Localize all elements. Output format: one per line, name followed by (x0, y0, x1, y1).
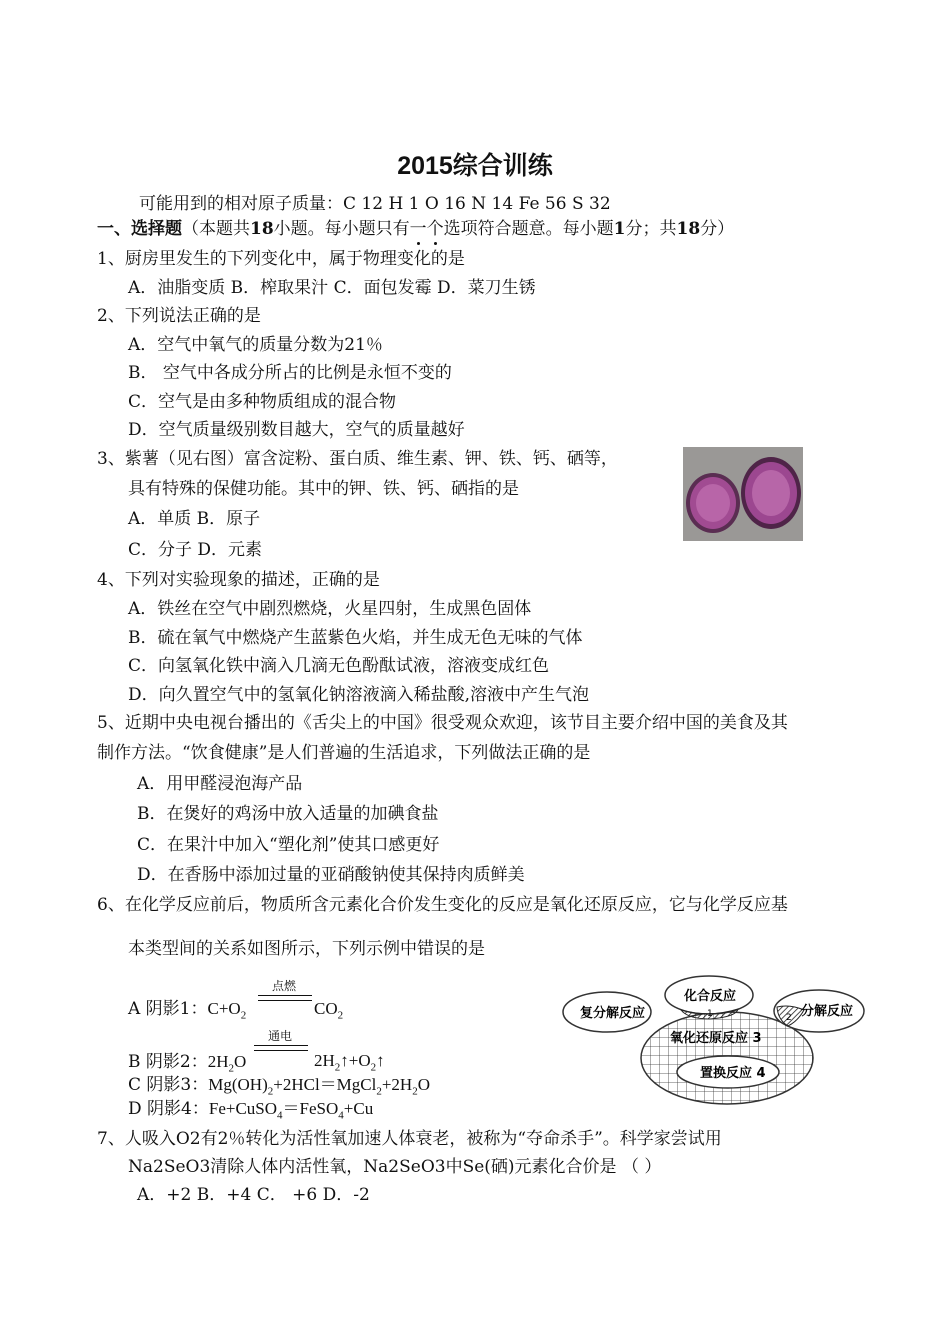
venn-label-displacement: 置换反应 4 (700, 1066, 766, 1081)
q6-d-equation: Fe+CuSO$_4$＝FeSO$_4$+Cu (208, 1099, 374, 1122)
q5-option-c: C．在果汁中加入“塑化剂”使其口感更好 (137, 835, 440, 855)
q4-option-c: C．向氢氧化铁中滴入几滴无色酚酞试液，溶液变成红色 (128, 656, 550, 676)
venn-svg (560, 974, 870, 1106)
q3-options-ab: A．单质 B．原子 (128, 509, 261, 529)
section-note-mid: 分；共 (625, 219, 677, 239)
q4-option-a: A．铁丝在空气中剧烈燃烧，火星四射，生成黑色固体 (128, 599, 532, 619)
q2-option-c: C．空气是由多种物质组成的混合物 (128, 392, 397, 412)
q7-options: A．+2 B．+4 C． +6 D．-2 (137, 1185, 370, 1205)
page-title: 2015综合训练 (397, 152, 553, 180)
q6-option-d (128, 1098, 373, 1120)
section-note-num: 18 (250, 219, 274, 239)
q6-a-equation-right: $CO_2$ (314, 999, 344, 1022)
q6-stem-line2: 本类型间的关系如图所示，下列示例中错误的是 (128, 939, 485, 959)
q7-stem-line2: Na2SeO3清除人体内活性氧，Na2SeO3中Se(硒)元素化合价是 （ ） (128, 1157, 662, 1177)
section-note-emph: 个 (426, 219, 444, 239)
atomic-masses-line: 可能用到的相对原子质量：C 12 H 1 O 16 N 14 Fe 56 S 32 (139, 194, 611, 214)
q5-option-b: B．在煲好的鸡汤中放入适量的加碘食盐 (137, 804, 439, 824)
q3-stem-line2: 具有特殊的保健功能。其中的钾、铁、钙、硒指的是 (128, 479, 519, 499)
q4-stem: 4、下列对实验现象的描述，正确的是 (97, 570, 380, 590)
section-note-num: 18 (676, 219, 701, 239)
section-heading (97, 218, 734, 240)
section-note-end: 分） (700, 219, 735, 239)
q3-options-cd: C．分子 D．元素 (128, 540, 263, 560)
q6-option-a (128, 998, 246, 1020)
q6-b-equation-left: $2H_2O$ (207, 1052, 247, 1075)
section-note-mid: 小题。每小题只有 (273, 219, 410, 239)
q6-b-equation-right: $2H_2↑+O_2↑$ (314, 1051, 385, 1074)
section-note-pre: （本题共 (182, 219, 250, 239)
q2-option-b: B． 空气中各成分所占的比例是永恒不变的 (128, 363, 452, 383)
venn-label-double-decomposition: 复分解反应 (580, 1006, 646, 1021)
venn-label-redox: 氧化还原反应 3 (670, 1031, 762, 1046)
equals-sign (254, 1045, 308, 1051)
q6-option-b (128, 1051, 246, 1073)
q2-option-a: A．空气中氧气的质量分数为21％ (128, 335, 383, 355)
section-note-emph: 一 (409, 219, 427, 239)
section-note-mid: 选项符合题意。每小题 (443, 219, 614, 239)
q2-stem: 2、下列说法正确的是 (97, 306, 261, 326)
q6-d-label: D 阴影4： (128, 1099, 209, 1119)
q5-option-d: D．在香肠中添加过量的亚硝酸钠使其保持肉质鲜美 (137, 865, 525, 885)
q2-option-d: D．空气质量级别数目越大，空气的质量越好 (128, 420, 465, 440)
venn-label-decomposition: 分解反应 (801, 1004, 854, 1019)
q4-option-d: D．向久置空气中的氢氧化钠溶液滴入稀盐酸,溶液中产生气泡 (128, 685, 590, 705)
q4-option-b: B．硫在氧气中燃烧产生蓝紫色火焰，并生成无色无味的气体 (128, 628, 583, 648)
q6-a-equation-left: $C+O_2$ (207, 999, 247, 1022)
q6-stem-line1: 6、在化学反应前后，物质所含元素化合价发生变化的反应是氧化还原反应，它与化学反应基 (97, 895, 788, 915)
q6-b-label: B 阴影2： (128, 1052, 208, 1072)
q5-stem-line1: 5、近期中央电视台播出的《舌尖上的中国》很受观众欢迎，该节目主要介绍中国的美食及其 (97, 713, 788, 733)
purple-sweet-potato-image (683, 447, 803, 541)
venn-number-1: 1 (707, 1009, 713, 1019)
section-label: 一、选择题 (97, 219, 182, 239)
q6-a-condition: 点燃 (272, 979, 297, 993)
q6-a-label: A 阴影1： (128, 999, 208, 1019)
section-note-num: 1 (613, 219, 626, 239)
q6-c-equation: $Mg(OH)_2+2HCl=MgCl_2+2H_2O$ (208, 1075, 430, 1098)
venn-number-2: 2 (786, 1013, 792, 1023)
q6-b-condition: 通电 (268, 1029, 293, 1043)
q6-c-label: C 阴影3： (128, 1075, 209, 1095)
q3-stem-line1: 3、紫薯（见右图）富含淀粉、蛋白质、维生素、钾、铁、钙、硒等， (97, 449, 618, 469)
venn-label-combination: 化合反应 (684, 989, 737, 1004)
reaction-type-venn-diagram (560, 974, 870, 1106)
q6-option-c (128, 1074, 430, 1096)
q1-stem: 1、厨房里发生的下列变化中，属于物理变化的是 (97, 249, 465, 269)
q1-options: A．油脂变质 B．榨取果汁 C．面包发霉 D．菜刀生锈 (128, 278, 536, 298)
q5-stem-line2: 制作方法。“饮食健康”是人们普遍的生活追求，下列做法正确的是 (97, 743, 591, 763)
q7-stem-line1: 7、人吸入O2有2％转化为活性氧加速人体衰老，被称为“夺命杀手”。科学家尝试用 (97, 1129, 722, 1149)
equals-sign (258, 995, 312, 1001)
q5-option-a: A．用甲醛浸泡海产品 (137, 774, 303, 794)
